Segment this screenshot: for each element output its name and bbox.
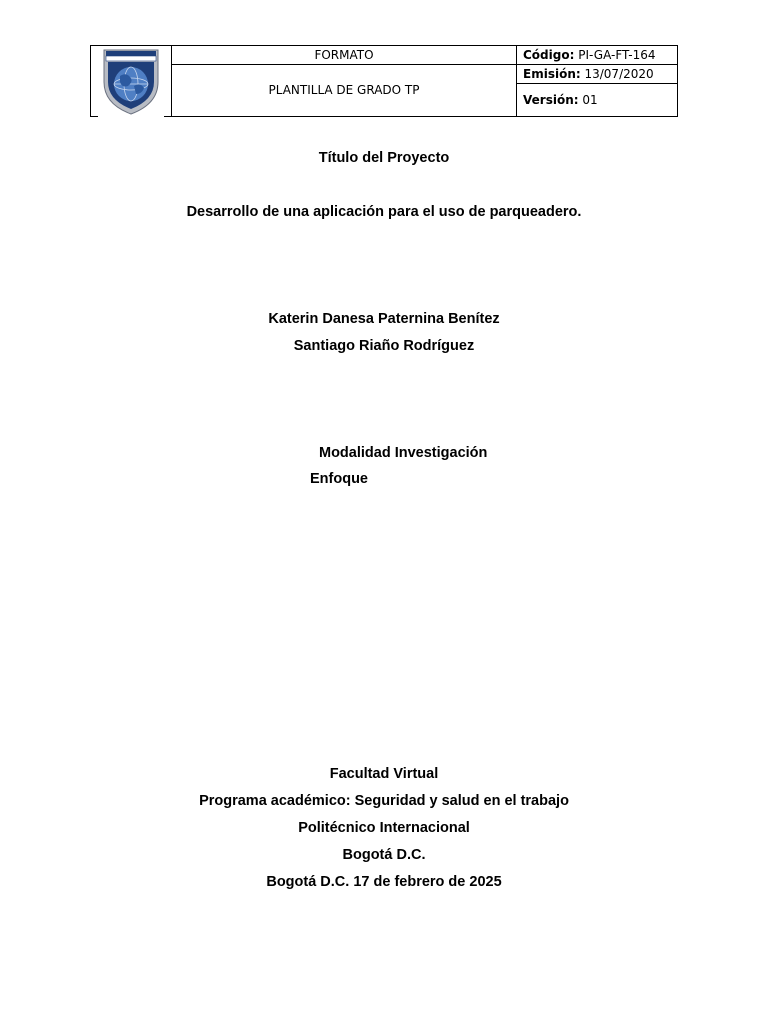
institution-line: Politécnico Internacional [298,820,470,836]
emission-value: 13/07/2020 [584,66,654,81]
city-line: Bogotá D.C. [342,847,426,863]
version-value: 01 [582,92,598,107]
format-label: FORMATO [314,48,374,62]
code-label: Código: [523,48,575,62]
emission-cell [517,65,678,84]
logo-cell-left-tick [90,116,98,117]
template-name: PLANTILLA DE GRADO TP [268,83,420,98]
code-value: PI-GA-FT-164 [578,48,656,62]
title-heading: Título del Proyecto [318,150,450,166]
focus-line: Enfoque [310,471,368,487]
author-2: Santiago Riaño Rodríguez [293,338,475,354]
version-cell [517,83,678,116]
author-1: Katerin Danesa Paternina Benítez [268,311,500,327]
emission-label: Emisión: [523,66,581,81]
date-line: Bogotá D.C. 17 de febrero de 2025 [266,874,502,890]
format-label-cell [172,46,517,65]
code-cell [517,46,678,65]
project-title: Desarrollo de una aplicación para el uso de parqueadero. [186,204,582,220]
logo-cell-right-tick [164,116,172,117]
version-label: Versión: [523,92,579,107]
faculty-line: Facultad Virtual [329,766,439,782]
modality-line: Modalidad Investigación [319,445,488,461]
template-name-cell [172,65,517,117]
logo-cell [91,46,172,117]
document-header-table [90,45,678,117]
institution-logo-icon [100,46,162,116]
program-line: Programa académico: Seguridad y salud en el trabajo [199,793,569,809]
